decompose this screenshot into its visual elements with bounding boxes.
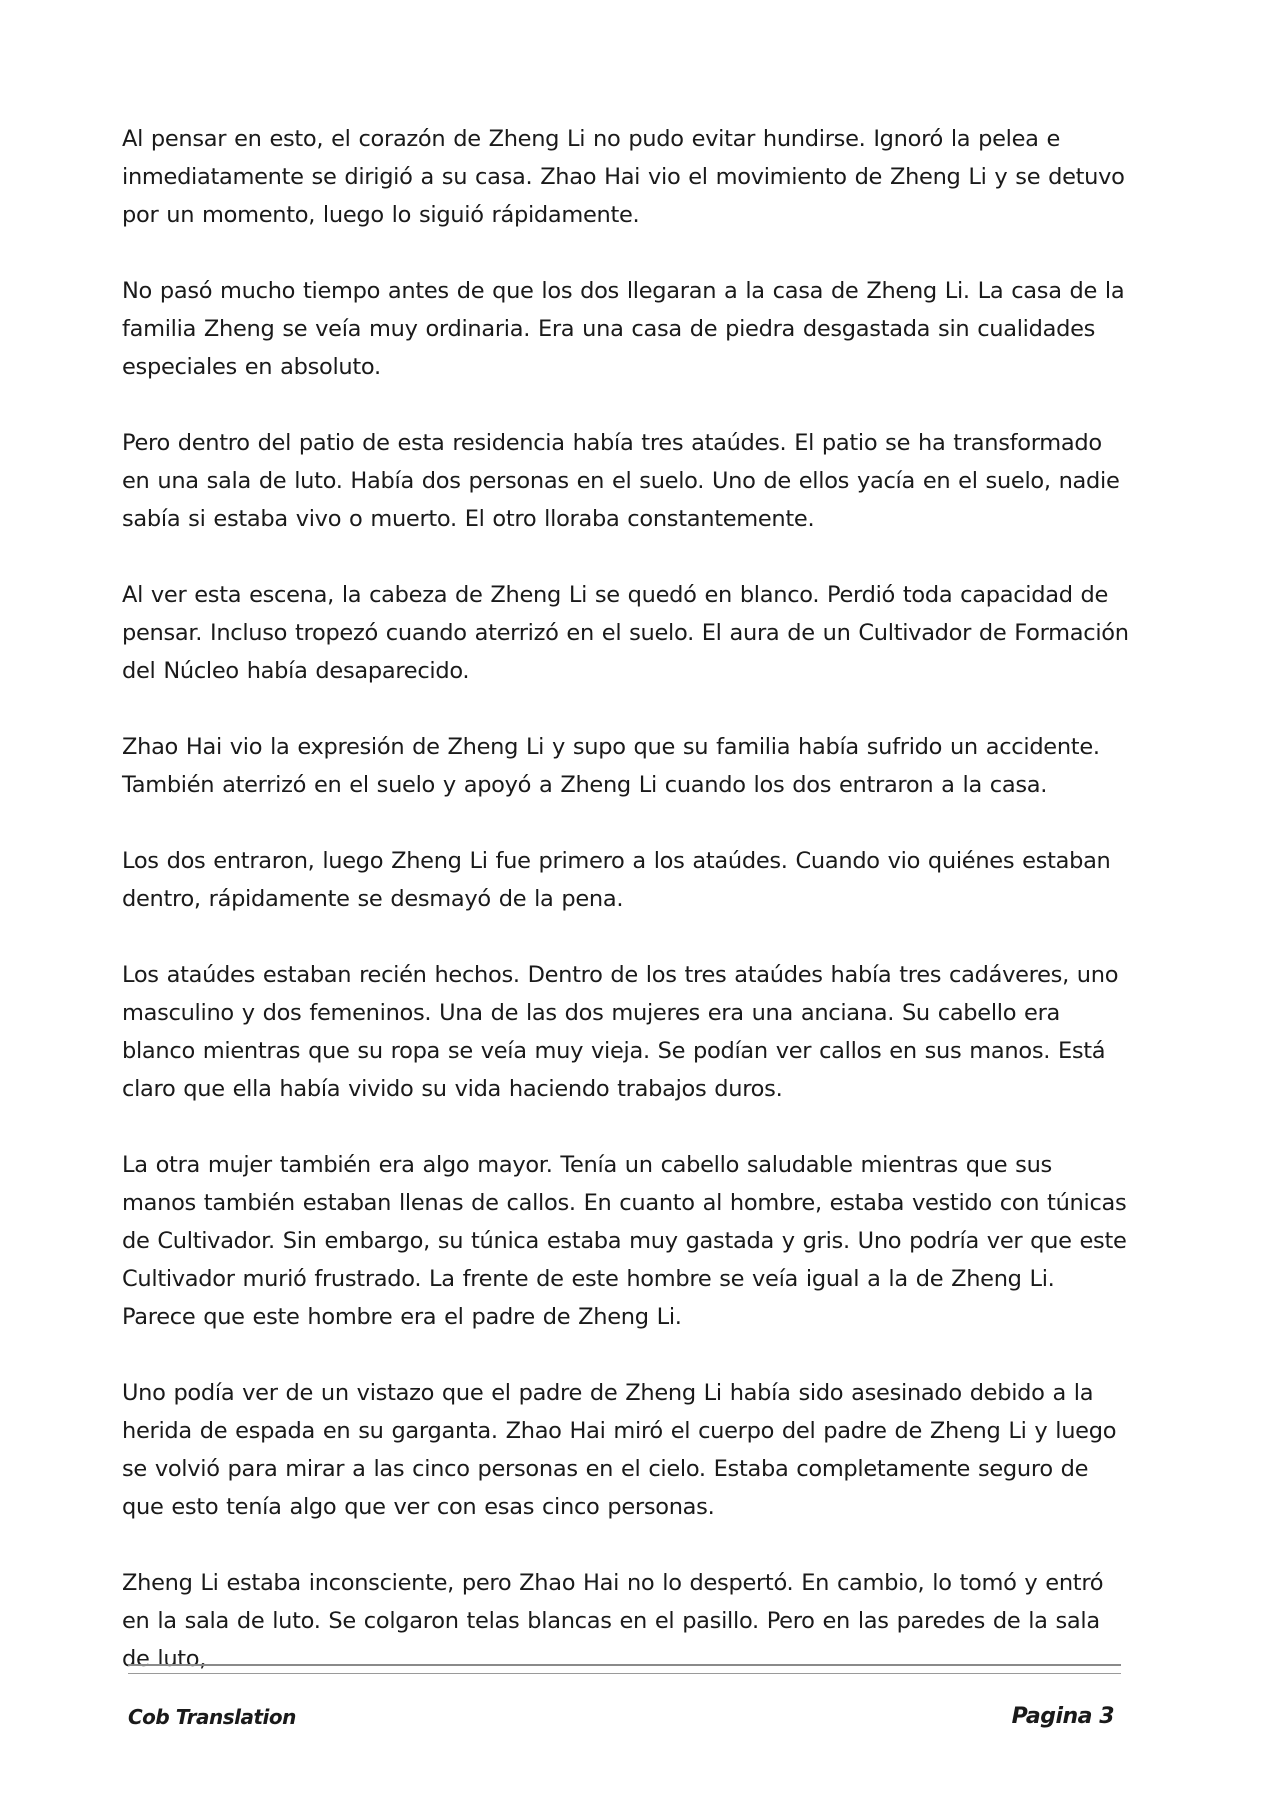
paragraph-4: Al ver esta escena, la cabeza de Zheng Li se quedó en blanco. Perdió toda capacidad de pensar. Incluso tropezó cuando aterrizó en el suelo. El aura de un Cultivador de Formación del Núcleo había desaparecido.: [122, 582, 1129, 684]
paragraph-6: Los dos entraron, luego Zheng Li fue primero a los ataúdes. Cuando vio quiénes estaban dentro, rápidamente se desmayó de la pena.: [122, 848, 1111, 912]
footer-page-number: Pagina 3: [1011, 1704, 1114, 1729]
footer-divider-top: [128, 1664, 1121, 1666]
footer-divider-bottom: [128, 1673, 1121, 1674]
paragraph-8: La otra mujer también era algo mayor. Tenía un cabello saludable mientras que sus manos también estaban llenas de callos. En cuanto al hombre, estaba vestido con túnicas de Cultivador. Sin embargo, su túnica estaba muy gastada y gris. Uno podría ver que este Cultivador murió frustrado. La frente de este hombre se veía igual a la de Zheng Li. Parece que este hombre era el padre de Zheng Li.: [122, 1152, 1127, 1330]
paragraph-7: Los ataúdes estaban recién hechos. Dentro de los tres ataúdes había tres cadáveres, uno masculino y dos femeninos. Una de las dos mujeres era una anciana. Su cabello era blanco mientras que su ropa se veía muy vieja. Se podían ver callos en sus manos. Está claro que ella había vivido su vida haciendo trabajos duros.: [122, 962, 1119, 1102]
paragraph-1: Al pensar en esto, el corazón de Zheng Li no pudo evitar hundirse. Ignoró la pelea e inmediatamente se dirigió a su casa. Zhao Hai vio el movimiento de Zheng Li y se detuvo por un momento, luego lo siguió rápidamente.: [122, 126, 1125, 228]
body-text: [122, 120, 1132, 1716]
paragraph-9: Uno podía ver de un vistazo que el padre de Zheng Li había sido asesinado debido a la herida de espada en su garganta. Zhao Hai miró el cuerpo del padre de Zheng Li y luego se volvió para mirar a las cinco personas en el cielo. Estaba completamente seguro de que esto tenía algo que ver con esas cinco personas.: [122, 1380, 1117, 1520]
paragraph-10: Zheng Li estaba inconsciente, pero Zhao Hai no lo despertó. En cambio, lo tomó y entró en la sala de luto. Se colgaron telas blancas en el pasillo. Pero en las paredes de la sala de luto,: [122, 1570, 1104, 1672]
paragraph-3: Pero dentro del patio de esta residencia había tres ataúdes. El patio se ha transformado en una sala de luto. Había dos personas en el suelo. Uno de ellos yacía en el suelo, nadie sabía si estaba vivo o muerto. El otro lloraba constantemente.: [122, 430, 1120, 532]
footer-translator-credit: Cob Translation: [128, 1705, 296, 1729]
paragraph-5: Zhao Hai vio la expresión de Zheng Li y supo que su familia había sufrido un accidente. También aterrizó en el suelo y apoyó a Zheng Li cuando los dos entraron a la casa.: [122, 734, 1100, 798]
paragraph-2: No pasó mucho tiempo antes de que los dos llegaran a la casa de Zheng Li. La casa de la familia Zheng se veía muy ordinaria. Era una casa de piedra desgastada sin cualidades especiales en absoluto.: [122, 278, 1125, 380]
